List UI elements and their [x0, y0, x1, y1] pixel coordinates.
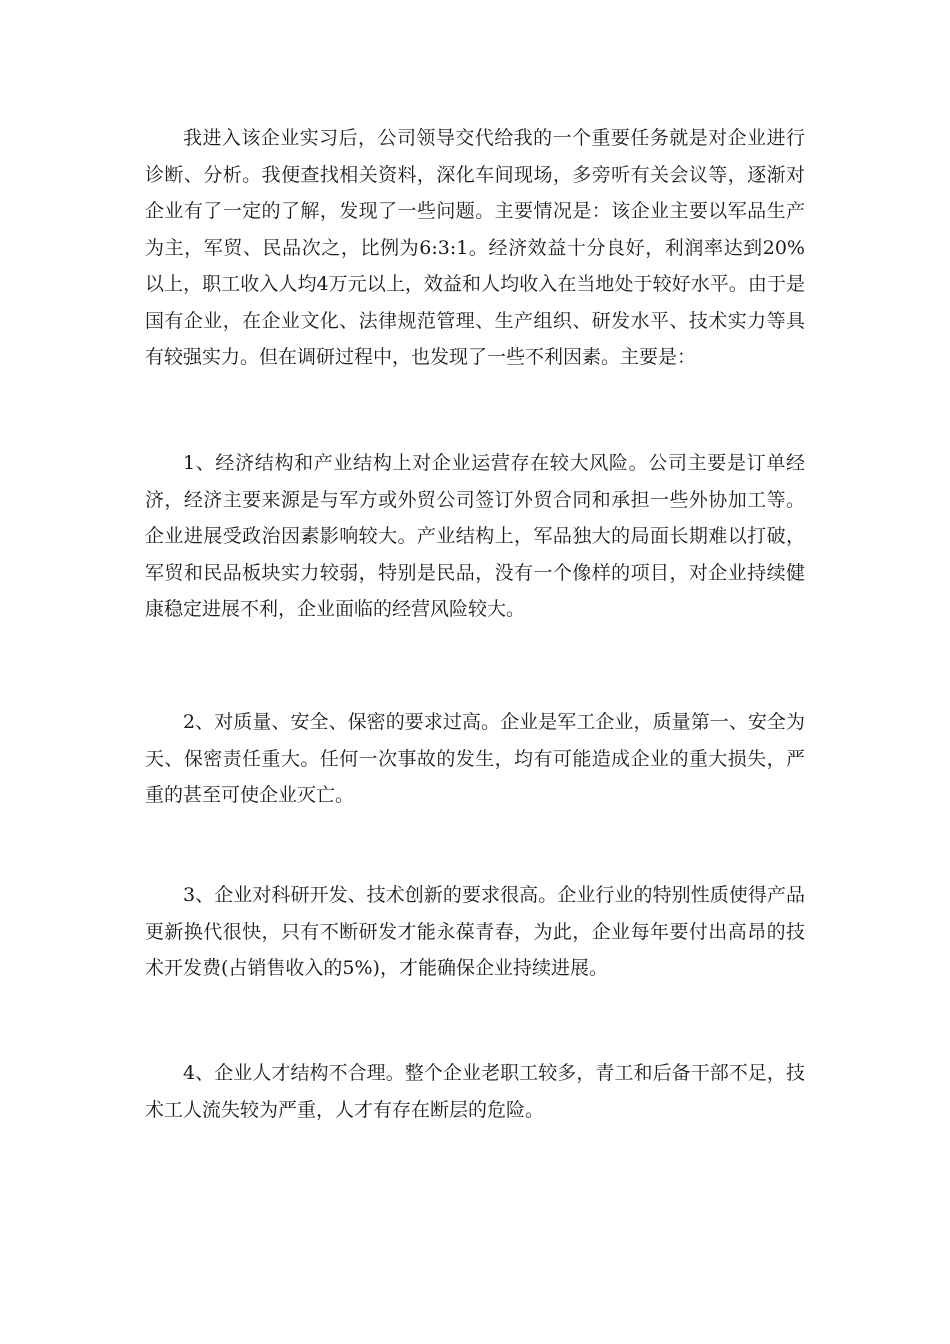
issue-paragraph-3: 3、企业对科研开发、技术创新的要求很高。企业行业的特别性质使得产品更新换代很快，只有不断研发才能永葆青春，为此，企业每年要付出高昂的技术开发费(占销售收入的5%)，才能确保企业持续进展。: [145, 884, 805, 979]
issue-paragraph-2: 2、对质量、安全、保密的要求过高。企业是军工企业，质量第一、安全为天、保密责任重大。任何一次事故的发生，均有可能造成企业的重大损失，严重的甚至可使企业灭亡。: [145, 711, 805, 806]
issue-paragraph-4: 4、企业人才结构不合理。整个企业老职工较多，青工和后备干部不足，技术工人流失较为严重，人才有存在断层的危险。: [145, 1062, 805, 1121]
intro-paragraph: 我进入该企业实习后，公司领导交代给我的一个重要任务就是对企业进行诊断、分析。我便查找相关资料，深化车间现场，多旁听有关会议等，逐渐对企业有了一定的了解，发现了一些问题。主要情况是：该企业主要以军品生产为主，军贸、民品次之，比例为6:3:1。经济效益十分良好，利润率达到20%以上，职工收入人均4万元以上，效益和人均收入在当地处于较好水平。由于是国有企业，在企业文化、法律规范管理、生产组织、研发水平、技术实力等具有较强实力。但在调研过程中，也发现了一些不利因素。主要是：: [145, 127, 805, 368]
issue-paragraph-1: 1、经济结构和产业结构上对企业运营存在较大风险。公司主要是订单经济，经济主要来源是与军方或外贸公司签订外贸合同和承担一些外协加工等。企业进展受政治因素影响较大。产业结构上，军品独大的局面长期难以打破，军贸和民品板块实力较弱，特别是民品，没有一个像样的项目，对企业持续健康稳定进展不利，企业面临的经营风险较大。: [145, 452, 805, 620]
